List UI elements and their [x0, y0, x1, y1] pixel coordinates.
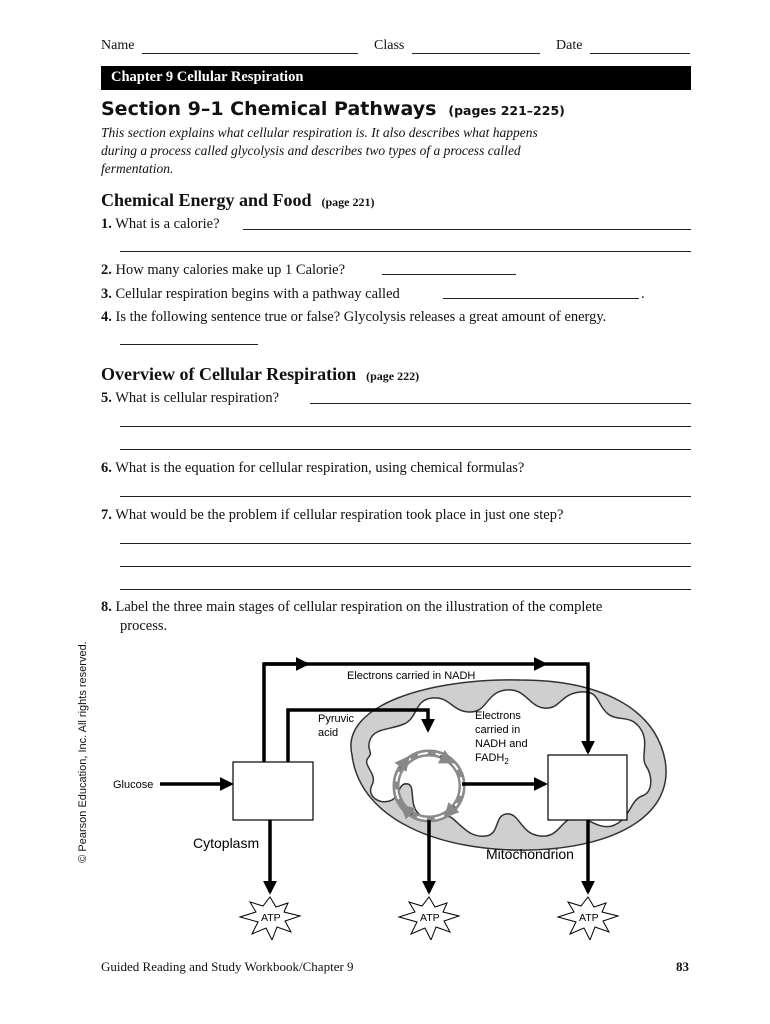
electron-transport-label-box[interactable] [548, 755, 627, 820]
question-number: 3. [101, 286, 112, 302]
question-text: What is the equation for cellular respiration, using chemical formulas? [115, 460, 525, 476]
question-2 [101, 262, 345, 279]
answer-line-6[interactable] [120, 496, 691, 497]
answer-line-5b[interactable] [120, 426, 691, 427]
answer-line-2[interactable] [382, 274, 516, 275]
question-4 [101, 309, 606, 326]
electrons-fadh-label-2: carried in [475, 724, 521, 736]
subsection-heading-food [101, 190, 375, 211]
question-text: Is the following sentence true or false? Glycolysis releases a great amount of energy. [115, 309, 607, 325]
question-number: 4. [101, 309, 112, 325]
question-text: What is cellular respiration? [115, 390, 280, 406]
pyruvic-label-1: Pyruvic [318, 713, 355, 725]
subsection-title: Chemical Energy and Food [101, 190, 312, 210]
question-text: What would be the problem if cellular respiration took place in just one step? [115, 507, 564, 523]
question-number: 1. [101, 216, 112, 232]
electrons-fadh-label-1: Electrons [475, 710, 521, 722]
cytoplasm-label: Cytoplasm [193, 835, 260, 851]
answer-line-5a[interactable] [310, 403, 691, 404]
footer-source: Guided Reading and Study Workbook/Chapter 9 [101, 959, 354, 974]
section-intro: This section explains what cellular respiration is. It also describes what happens during a process called glycolysis and describes two types of a process called fermentation. [101, 125, 538, 176]
section-title: Section 9–1 Chemical Pathways [101, 98, 437, 120]
pyruvic-label-2: acid [318, 727, 339, 739]
question-8-cont: process. [120, 618, 168, 634]
answer-line-7b[interactable] [120, 566, 691, 567]
name-label: Name [101, 38, 135, 53]
answer-line-7a[interactable] [120, 543, 691, 544]
class-label: Class [374, 38, 405, 53]
atp-label-2: ATP [420, 912, 440, 924]
section-heading [101, 98, 565, 120]
answer-line-3[interactable] [443, 298, 639, 299]
question-3 [101, 286, 400, 303]
question-3-period: . [641, 286, 645, 302]
subsection-heading-overview [101, 364, 419, 385]
question-8 [101, 599, 602, 616]
question-number: 8. [101, 599, 112, 615]
answer-line-1a[interactable] [243, 229, 691, 230]
glucose-label: Glucose [113, 779, 154, 791]
question-5 [101, 390, 279, 407]
question-text: Cellular respiration begins with a pathway called [115, 286, 400, 302]
atp-label-3: ATP [579, 912, 599, 924]
copyright-notice: © Pearson Education, Inc. All rights reserved. [77, 641, 89, 863]
subsection-pages: (page 221) [321, 195, 375, 209]
name-field[interactable] [142, 53, 358, 54]
question-6 [101, 460, 524, 477]
chapter-title: Chapter 9 Cellular Respiration [111, 69, 304, 85]
electrons-nadh-label: Electrons carried in NADH [347, 670, 476, 682]
class-field[interactable] [412, 53, 540, 54]
question-number: 2. [101, 262, 112, 278]
answer-line-1b[interactable] [120, 251, 691, 252]
question-7 [101, 507, 563, 524]
cellular-respiration-diagram [0, 640, 770, 940]
question-1 [101, 216, 220, 233]
atp-label-1: ATP [261, 912, 281, 924]
answer-line-7c[interactable] [120, 589, 691, 590]
chapter-banner [101, 66, 691, 90]
question-text: How many calories make up 1 Calorie? [115, 262, 346, 278]
question-text: Label the three main stages of cellular respiration on the illustration of the complete [115, 599, 603, 615]
electrons-fadh-label-3: NADH and [475, 738, 528, 750]
question-number: 7. [101, 507, 112, 523]
glycolysis-label-box[interactable] [233, 762, 313, 820]
question-number: 6. [101, 460, 112, 476]
subsection-pages: (page 222) [366, 369, 420, 383]
question-text: What is a calorie? [115, 216, 220, 232]
date-field[interactable] [590, 53, 690, 54]
answer-line-5c[interactable] [120, 449, 691, 450]
subsection-title: Overview of Cellular Respiration [101, 364, 357, 384]
date-label: Date [556, 38, 583, 53]
page-number: 83 [676, 959, 689, 974]
mitochondrion-label: Mitochondrion [486, 846, 574, 862]
question-number: 5. [101, 390, 112, 406]
answer-line-4[interactable] [120, 344, 258, 345]
section-pages: (pages 221–225) [448, 103, 565, 118]
electrons-fadh-label-4: $FADH_2$ [475, 752, 509, 766]
